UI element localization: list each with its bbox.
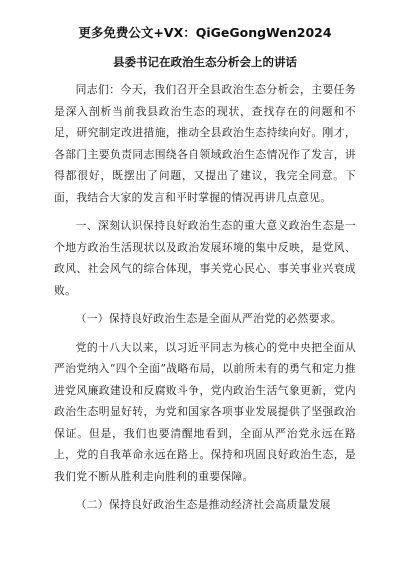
paragraph-subsection-one-heading: （一）保持良好政治生态是全面从严治党的必然要求。 xyxy=(75,312,342,325)
paragraph-section-one: 一、深刻认识保持良好政治生态的重大意义政治生态是一个地方政治生活现状以及政治发展环境的集中反映，是党风、政风、社会风气的综合体现，事关党心民心、事关事业兴衰成败。 xyxy=(54,219,356,297)
paragraph-subsection-one-body: 党的十八大以来，以习近平同志为核心的党中央把全面从严治党纳入“四个全面”战略布局，以前所未有的勇气和定力推进党风廉政建设和反腐败斗争，党内政治生活气象更新，党内政治生态明显好转，为党和国家各项事业发展提供了坚强政治保证。但是，我们也要清醒地看到，全面从严治党永远在路上，党的自我革命永远在路上。保持和巩固良好政治生态，是我们党不断从胜利走向胜利的重要保障。 xyxy=(54,340,356,483)
document-title: 县委书记在政治生态分析会上的讲话 xyxy=(113,55,297,69)
promo-header: 更多免费公文+VX：QiGeGongWen2024 xyxy=(78,25,332,40)
paragraph-subsection-two-heading: （二）保持良好政治生态是推动经济社会高质量发展 xyxy=(75,498,331,511)
paragraph-opening: 同志们：今天，我们召开全县政治生态分析会，主要任务是深入剖析当前我县政治生态的现状，查找存在的问题和不足，研究制定改进措施，推动全县政治生态持续向好。刚才，各部门主要负责同志围绕各自领域政治生态情况作了发言，讲得都很好，既摆出了问题，又提出了建议，我完全同意。下面，我结合大家的发言和平时掌握的情况再讲几点意见。 xyxy=(54,83,356,204)
